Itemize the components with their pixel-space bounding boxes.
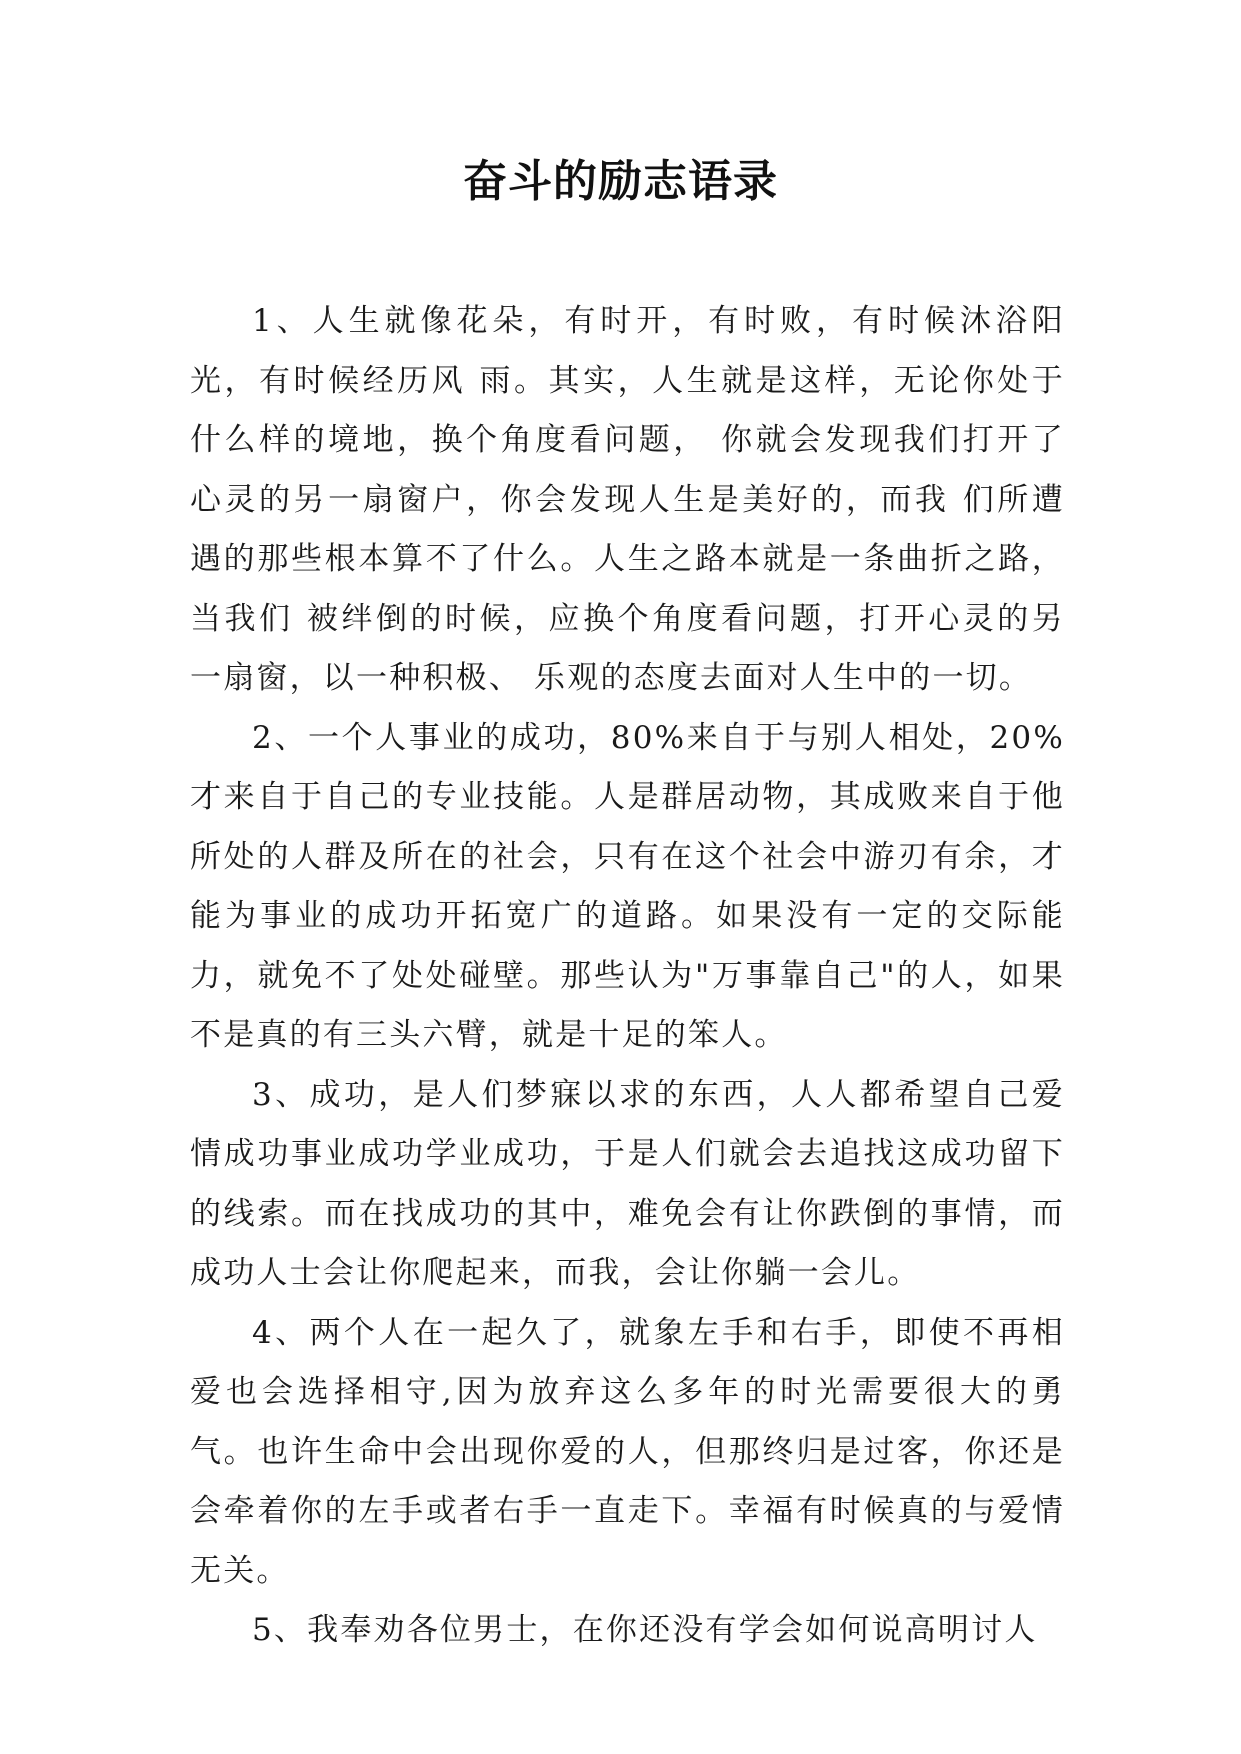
paragraph-2: 2、一个人事业的成功，80%来自于与别人相处，20%才来自于自己的专业技能。人是群居动物，其成败来自于他所处的人群及所在的社会，只有在这个社会中游刃有余，才能为事业的成功开拓宽广的道路。如果没有一定的交际能力，就免不了处处碰壁。那些认为"万事靠自己"的人，如果不是真的有三头六臂，就是十足的笨人。 xyxy=(190,719,1065,1053)
paragraph-4: 4、两个人在一起久了，就象左手和右手，即使不再相爱也会选择相守,因为放弃这么多年的时光需要很大的勇气。也许生命中会出现你爱的人，但那终归是过客，你还是会牵着你的左手或者右手一直走下。幸福有时候真的与爱情无关。 xyxy=(190,1314,1065,1589)
paragraph-5: 5、我奉劝各位男士，在你还没有学会如何说高明讨人 xyxy=(252,1612,1038,1648)
document-body xyxy=(190,292,1065,1661)
paragraph-1: 1、人生就像花朵，有时开，有时败，有时候沐浴阳光，有时候经历风 雨。其实，人生就是这样，无论你处于什么样的境地，换个角度看问题， 你就会发现我们打开了心灵的另一扇窗户，你会发现人生是美好的，而我 们所遭遇的那些根本算不了什么。人生之路本就是一条曲折之路，当我们 被绊倒的时候，应换个角度看问题，打开心灵的另一扇窗，以一种积极、 乐观的态度去面对人生中的一切。 xyxy=(190,303,1065,696)
paragraph-3: 3、成功，是人们梦寐以求的东西，人人都希望自己爱情成功事业成功学业成功，于是人们就会去追找这成功留下的线索。而在找成功的其中，难免会有让你跌倒的事情，而成功人士会让你爬起来，而我，会让你躺一会儿。 xyxy=(190,1076,1065,1291)
document-title: 奋斗的励志语录 xyxy=(463,156,778,207)
